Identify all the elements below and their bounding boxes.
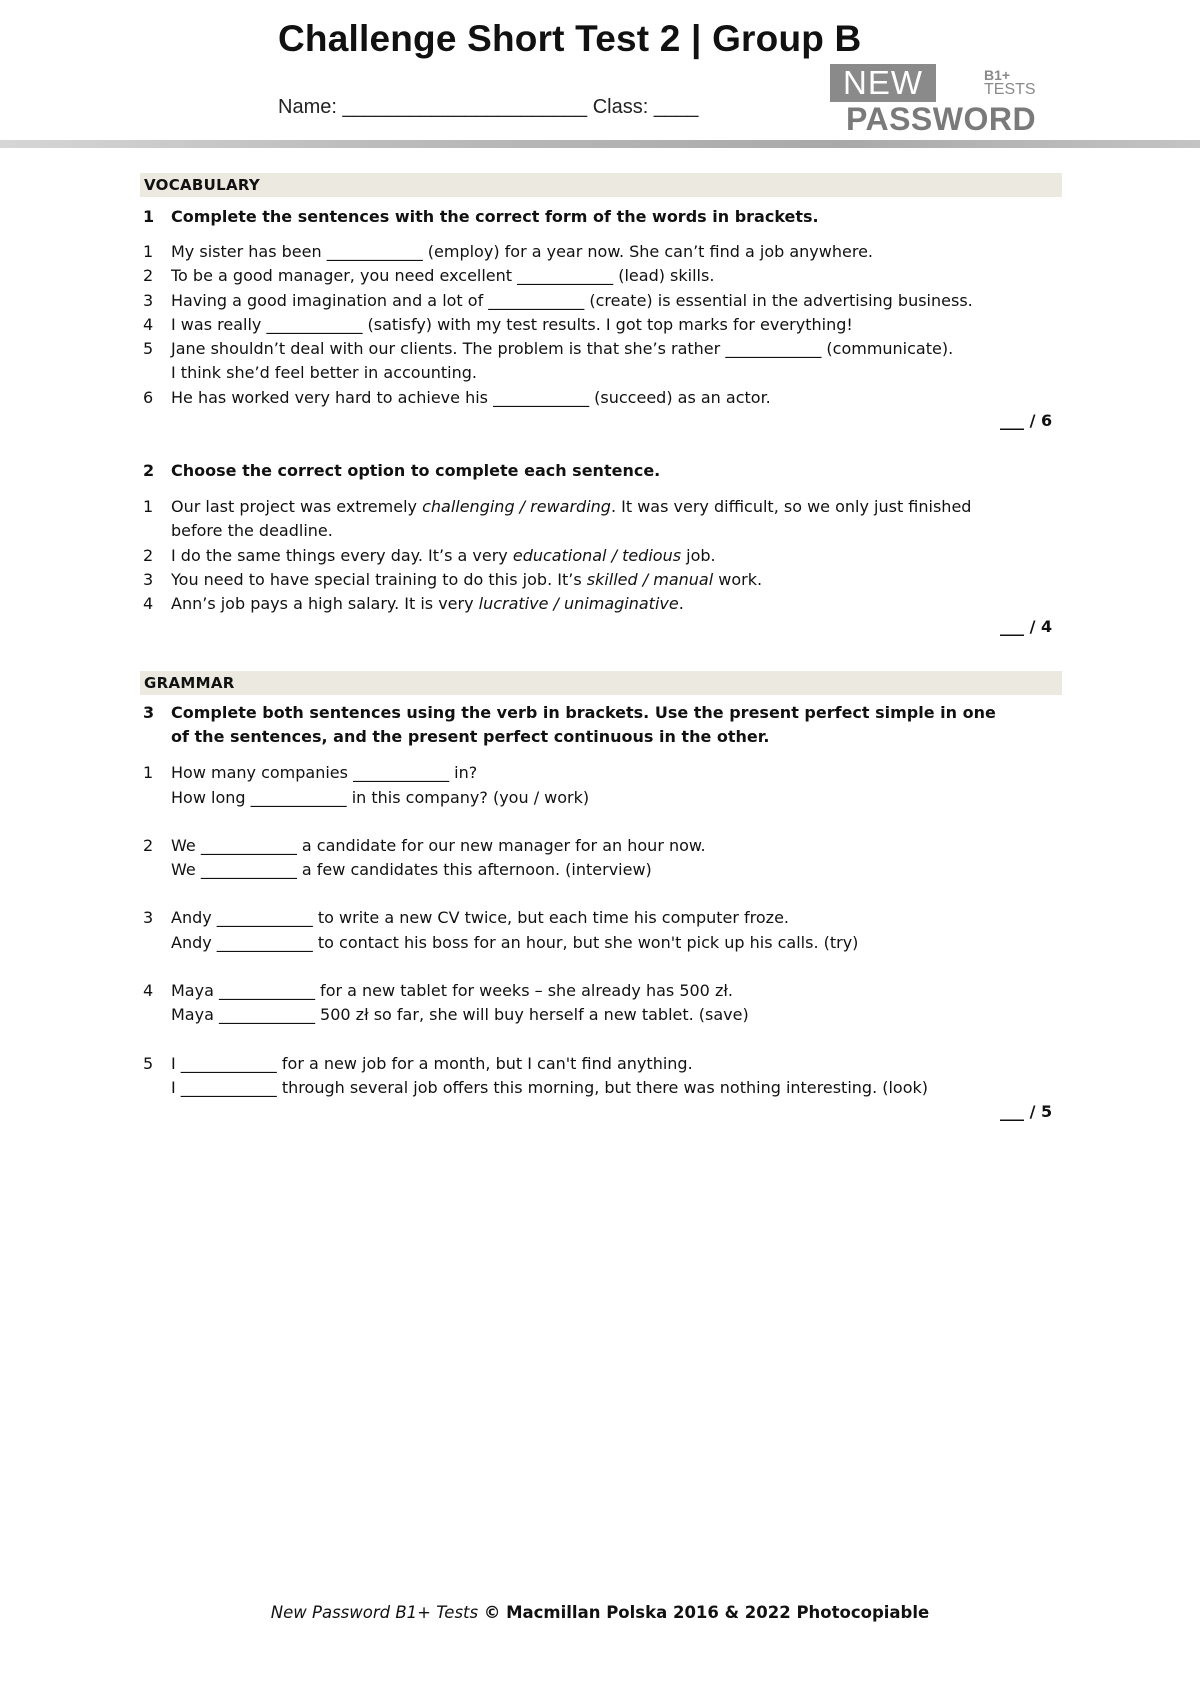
item-text: You need to have special training to do this job. It’s skilled / manual work. xyxy=(171,570,763,589)
instruction-text: Choose the correct option to complete each sentence. xyxy=(171,461,661,480)
item-text: I think she’d feel better in accounting. xyxy=(171,363,477,382)
item-number: 3 xyxy=(143,570,154,589)
item-text-b: I ____________ through several job offers this morning, but there was nothing interesting. (look) xyxy=(171,1078,929,1097)
item-number: 4 xyxy=(143,315,154,334)
new-password-logo xyxy=(830,64,1040,136)
item-number: 3 xyxy=(143,291,154,310)
name-class-fields: Name: ______________________ Class: ____ xyxy=(278,96,699,118)
item-number: 2 xyxy=(143,836,154,855)
item-text-b: How long ____________ in this company? (you / work) xyxy=(171,788,590,807)
footer-copyright: © Macmillan Polska 2016 & 2022 Photocopiable xyxy=(478,1603,930,1622)
item-number: 1 xyxy=(143,497,154,516)
score-box: ___ / 5 xyxy=(1000,1102,1053,1121)
item-text: I do the same things every day. It’s a very educational / tedious job. xyxy=(171,546,716,565)
item-text: Jane shouldn’t deal with our clients. The problem is that she’s rather ____________ (communicate). xyxy=(171,339,954,358)
item-text-b: Andy ____________ to contact his boss for an hour, but she won't pick up his calls. (try) xyxy=(171,933,859,952)
item-text: He has worked very hard to achieve his ____________ (succeed) as an actor. xyxy=(171,388,771,407)
item-text-b: Maya ____________ 500 zł so far, she will buy herself a new tablet. (save) xyxy=(171,1005,749,1024)
item-number: 4 xyxy=(143,981,154,1000)
item-text: before the deadline. xyxy=(171,521,333,540)
page-title: Challenge Short Test 2 | Group B xyxy=(278,18,862,59)
item-text-a: Andy ____________ to write a new CV twice, but each time his computer froze. xyxy=(171,908,790,927)
logo-password: PASSWORD xyxy=(846,101,1037,137)
item-text-a: Maya ____________ for a new tablet for weeks – she already has 500 zł. xyxy=(171,981,733,1000)
exercise-number: 1 xyxy=(143,207,155,226)
item-text: I was really ____________ (satisfy) with my test results. I got top marks for everything! xyxy=(171,315,853,334)
option-pair: lucrative / unimaginative xyxy=(478,594,679,613)
option-pair: challenging / rewarding xyxy=(422,497,611,516)
page-footer xyxy=(0,1603,1200,1622)
item-number: 2 xyxy=(143,546,154,565)
exercise-number: 3 xyxy=(143,703,155,722)
logo-new-badge: NEW xyxy=(830,64,936,102)
instruction-text: Complete the sentences with the correct form of the words in brackets. xyxy=(171,207,819,226)
item-number: 3 xyxy=(143,908,154,927)
score-box: ___ / 6 xyxy=(1000,411,1053,430)
item-number: 5 xyxy=(143,1054,154,1073)
score-box: ___ / 4 xyxy=(1000,617,1053,636)
item-text: Our last project was extremely challenging / rewarding. It was very difficult, so we only just finished xyxy=(171,497,972,516)
item-text-a: How many companies ____________ in? xyxy=(171,763,478,782)
item-text-b: We ____________ a few candidates this afternoon. (interview) xyxy=(171,860,652,879)
item-number: 2 xyxy=(143,266,154,285)
footer-publication: New Password B1+ Tests xyxy=(270,1603,479,1622)
instruction-text: Complete both sentences using the verb in brackets. Use the present perfect simple in one xyxy=(171,703,996,722)
item-number: 1 xyxy=(143,763,154,782)
item-text: Having a good imagination and a lot of ____________ (create) is essential in the advertising business. xyxy=(171,291,973,310)
item-number: 5 xyxy=(143,339,154,358)
instruction-text: of the sentences, and the present perfect continuous in the other. xyxy=(171,727,770,746)
item-text-a: We ____________ a candidate for our new manager for an hour now. xyxy=(171,836,706,855)
item-number: 6 xyxy=(143,388,154,407)
item-text: To be a good manager, you need excellent ____________ (lead) skills. xyxy=(171,266,715,285)
option-pair: educational / tedious xyxy=(512,546,682,565)
header-divider xyxy=(0,140,1200,148)
logo-tests: TESTS xyxy=(984,81,1036,98)
item-number: 1 xyxy=(143,242,154,261)
section-heading-grammar: GRAMMAR xyxy=(140,671,1062,695)
item-text: Ann’s job pays a high salary. It is very lucrative / unimaginative. xyxy=(171,594,684,613)
item-text: My sister has been ____________ (employ) for a year now. She can’t find a job anywhere. xyxy=(171,242,873,261)
logo-level: B1+ xyxy=(984,67,1011,83)
option-pair: skilled / manual xyxy=(586,570,714,589)
exercise-number: 2 xyxy=(143,461,155,480)
item-number: 4 xyxy=(143,594,154,613)
item-text-a: I ____________ for a new job for a month, but I can't find anything. xyxy=(171,1054,693,1073)
section-heading-vocabulary: VOCABULARY xyxy=(140,173,1062,197)
